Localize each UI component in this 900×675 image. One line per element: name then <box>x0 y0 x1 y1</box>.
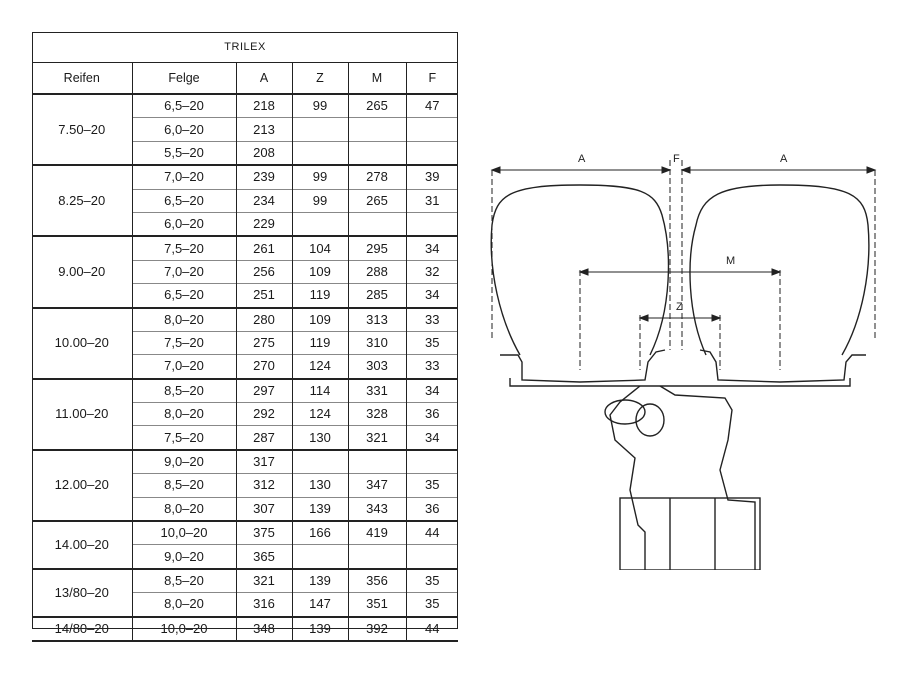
cell-a: 312 <box>236 474 292 497</box>
cell-m: 321 <box>348 426 406 450</box>
cell-f: 36 <box>406 497 458 521</box>
cell-z: 166 <box>292 521 348 545</box>
table-row <box>32 379 458 403</box>
cell-a: 317 <box>236 450 292 474</box>
table-row <box>32 450 458 474</box>
trilex-table-container <box>32 32 458 642</box>
cell-f <box>406 545 458 569</box>
dimension-arrows <box>492 167 875 321</box>
tire-size-cell: 14/80–20 <box>32 617 132 641</box>
dimension-guides <box>492 160 875 370</box>
cell-felge: 5,5–20 <box>132 141 236 165</box>
cell-felge: 6,5–20 <box>132 189 236 212</box>
cell-felge: 7,0–20 <box>132 165 236 189</box>
cell-a: 251 <box>236 284 292 308</box>
cell-m: 328 <box>348 403 406 426</box>
tire-size-cell: 9.00–20 <box>32 236 132 307</box>
label-a-right: A <box>780 153 788 165</box>
cell-felge: 7,0–20 <box>132 260 236 283</box>
cell-a: 208 <box>236 141 292 165</box>
cell-m: 303 <box>348 355 406 379</box>
tire-size-cell: 7.50–20 <box>32 94 132 165</box>
column-header-felge: Felge <box>132 63 236 95</box>
cell-felge: 7,5–20 <box>132 236 236 260</box>
cell-z <box>292 141 348 165</box>
cell-a: 213 <box>236 118 292 141</box>
cell-m: 265 <box>348 189 406 212</box>
table-row <box>32 165 458 189</box>
cell-felge: 8,5–20 <box>132 474 236 497</box>
tire-size-cell: 8.25–20 <box>32 165 132 236</box>
dual-wheel-diagram <box>470 140 890 570</box>
cell-a: 307 <box>236 497 292 521</box>
cell-m: 313 <box>348 308 406 332</box>
cell-a: 365 <box>236 545 292 569</box>
cell-f: 44 <box>425 525 440 541</box>
cell-z: 147 <box>292 593 348 617</box>
column-header-f: F <box>406 63 458 95</box>
tire-size-cell: 11.00–20 <box>32 379 132 450</box>
cell-felge: 7,5–20 <box>132 426 236 450</box>
cell-f: 32 <box>406 260 458 283</box>
cell-z <box>292 212 348 236</box>
label-f: F <box>673 153 680 165</box>
table-row <box>32 617 458 641</box>
cell-felge: 10,0–20 <box>132 521 236 545</box>
hub-bolt <box>605 400 645 424</box>
cell-felge: 8,5–20 <box>132 379 236 403</box>
label-m: M <box>726 255 736 267</box>
hub-block <box>620 498 760 570</box>
trilex-table <box>32 32 458 642</box>
label-z: Z <box>676 301 683 313</box>
cell-m <box>348 545 406 569</box>
cell-z: 119 <box>292 284 348 308</box>
cell-z: 139 <box>292 569 348 593</box>
cell-f: 39 <box>425 169 440 185</box>
cell-felge: 6,5–20 <box>132 94 236 118</box>
cell-z: 109 <box>292 308 348 332</box>
cell-f: 34 <box>425 240 440 256</box>
cell-m: 285 <box>348 284 406 308</box>
cell-a: 239 <box>236 165 292 189</box>
cell-m: 288 <box>348 260 406 283</box>
table-header-row <box>32 63 458 95</box>
cell-m <box>348 450 406 474</box>
cell-f: 31 <box>406 189 458 212</box>
cell-z <box>292 545 348 569</box>
cell-a: 261 <box>236 236 292 260</box>
table-row <box>32 569 458 593</box>
cell-z: 119 <box>292 331 348 354</box>
cell-z: 104 <box>292 236 348 260</box>
table-row <box>32 236 458 260</box>
cell-felge: 6,0–20 <box>132 118 236 141</box>
cell-m: 310 <box>348 331 406 354</box>
wheel-drawing <box>491 185 869 570</box>
label-a-left: A <box>578 153 586 165</box>
column-header-m: M <box>348 63 406 95</box>
cell-z: 130 <box>292 426 348 450</box>
cell-felge: 9,0–20 <box>132 450 236 474</box>
cell-z: 99 <box>292 165 348 189</box>
cell-f: 35 <box>425 573 440 588</box>
cell-felge: 7,5–20 <box>132 331 236 354</box>
cell-felge: 9,0–20 <box>132 545 236 569</box>
cell-z: 139 <box>292 497 348 521</box>
cell-m <box>348 212 406 236</box>
cell-z <box>292 450 348 474</box>
right-rim <box>700 350 866 382</box>
cell-f: 34 <box>425 382 440 398</box>
cell-f: 44 <box>406 617 458 641</box>
cell-a: 287 <box>236 426 292 450</box>
cell-z <box>292 118 348 141</box>
cell-m: 419 <box>348 521 406 545</box>
column-header-z: Z <box>292 63 348 95</box>
cell-f: 33 <box>406 355 458 379</box>
cell-m: 392 <box>348 617 406 641</box>
hub-body <box>660 386 755 570</box>
cell-a: 280 <box>236 308 292 332</box>
cell-z: 99 <box>292 189 348 212</box>
cell-f: 35 <box>406 593 458 617</box>
cell-a: 348 <box>236 617 292 641</box>
cell-f <box>406 450 458 474</box>
cell-felge: 10,0–20 <box>132 617 236 641</box>
cell-a: 256 <box>236 260 292 283</box>
cell-m <box>348 141 406 165</box>
cell-a: 229 <box>236 212 292 236</box>
cell-f <box>406 212 458 236</box>
cell-f: 36 <box>406 403 458 426</box>
cell-felge: 8,5–20 <box>132 569 236 593</box>
cell-felge: 8,0–20 <box>132 308 236 332</box>
cell-felge: 6,5–20 <box>132 284 236 308</box>
cell-f <box>406 118 458 141</box>
cell-felge: 7,0–20 <box>132 355 236 379</box>
cell-m: 356 <box>348 569 406 593</box>
cell-z: 114 <box>292 379 348 403</box>
tire-size-cell: 12.00–20 <box>32 450 132 521</box>
cell-a: 218 <box>236 94 292 118</box>
cell-felge: 8,0–20 <box>132 593 236 617</box>
cell-a: 234 <box>236 189 292 212</box>
cell-f: 34 <box>406 426 458 450</box>
cell-m: 278 <box>348 165 406 189</box>
cell-f: 34 <box>406 284 458 308</box>
cell-z: 109 <box>292 260 348 283</box>
cell-m: 265 <box>348 94 406 118</box>
cell-m: 331 <box>348 379 406 403</box>
column-header-reifen: Reifen <box>32 63 132 95</box>
cell-a: 316 <box>236 593 292 617</box>
cell-z: 139 <box>292 617 348 641</box>
cell-z: 124 <box>292 403 348 426</box>
cell-a: 375 <box>236 521 292 545</box>
cell-z: 130 <box>292 474 348 497</box>
cell-a: 321 <box>236 569 292 593</box>
tire-size-cell: 13/80–20 <box>32 569 132 617</box>
table-body <box>32 94 458 641</box>
cell-felge: 8,0–20 <box>132 403 236 426</box>
tire-size-cell: 14.00–20 <box>32 521 132 569</box>
table-row <box>32 308 458 332</box>
cell-a: 292 <box>236 403 292 426</box>
cell-a: 297 <box>236 379 292 403</box>
right-tire-outline <box>690 185 869 355</box>
table-row <box>32 94 458 118</box>
cell-z: 124 <box>292 355 348 379</box>
cell-m <box>348 118 406 141</box>
cell-m: 347 <box>348 474 406 497</box>
cell-f: 47 <box>425 98 440 114</box>
cell-f: 33 <box>425 311 440 327</box>
column-header-a: A <box>236 63 292 95</box>
cell-m: 351 <box>348 593 406 617</box>
cell-f: 35 <box>406 331 458 354</box>
cell-a: 275 <box>236 331 292 354</box>
cell-felge: 6,0–20 <box>132 212 236 236</box>
cell-z: 99 <box>292 94 348 118</box>
hub-flange <box>610 386 645 570</box>
cell-f <box>406 141 458 165</box>
cell-felge: 8,0–20 <box>132 497 236 521</box>
table-row <box>32 521 458 545</box>
tire-size-cell: 10.00–20 <box>32 308 132 379</box>
cell-a: 270 <box>236 355 292 379</box>
table-title: TRILEX <box>32 32 458 63</box>
cell-m: 343 <box>348 497 406 521</box>
cell-m: 295 <box>348 236 406 260</box>
cell-f: 35 <box>406 474 458 497</box>
